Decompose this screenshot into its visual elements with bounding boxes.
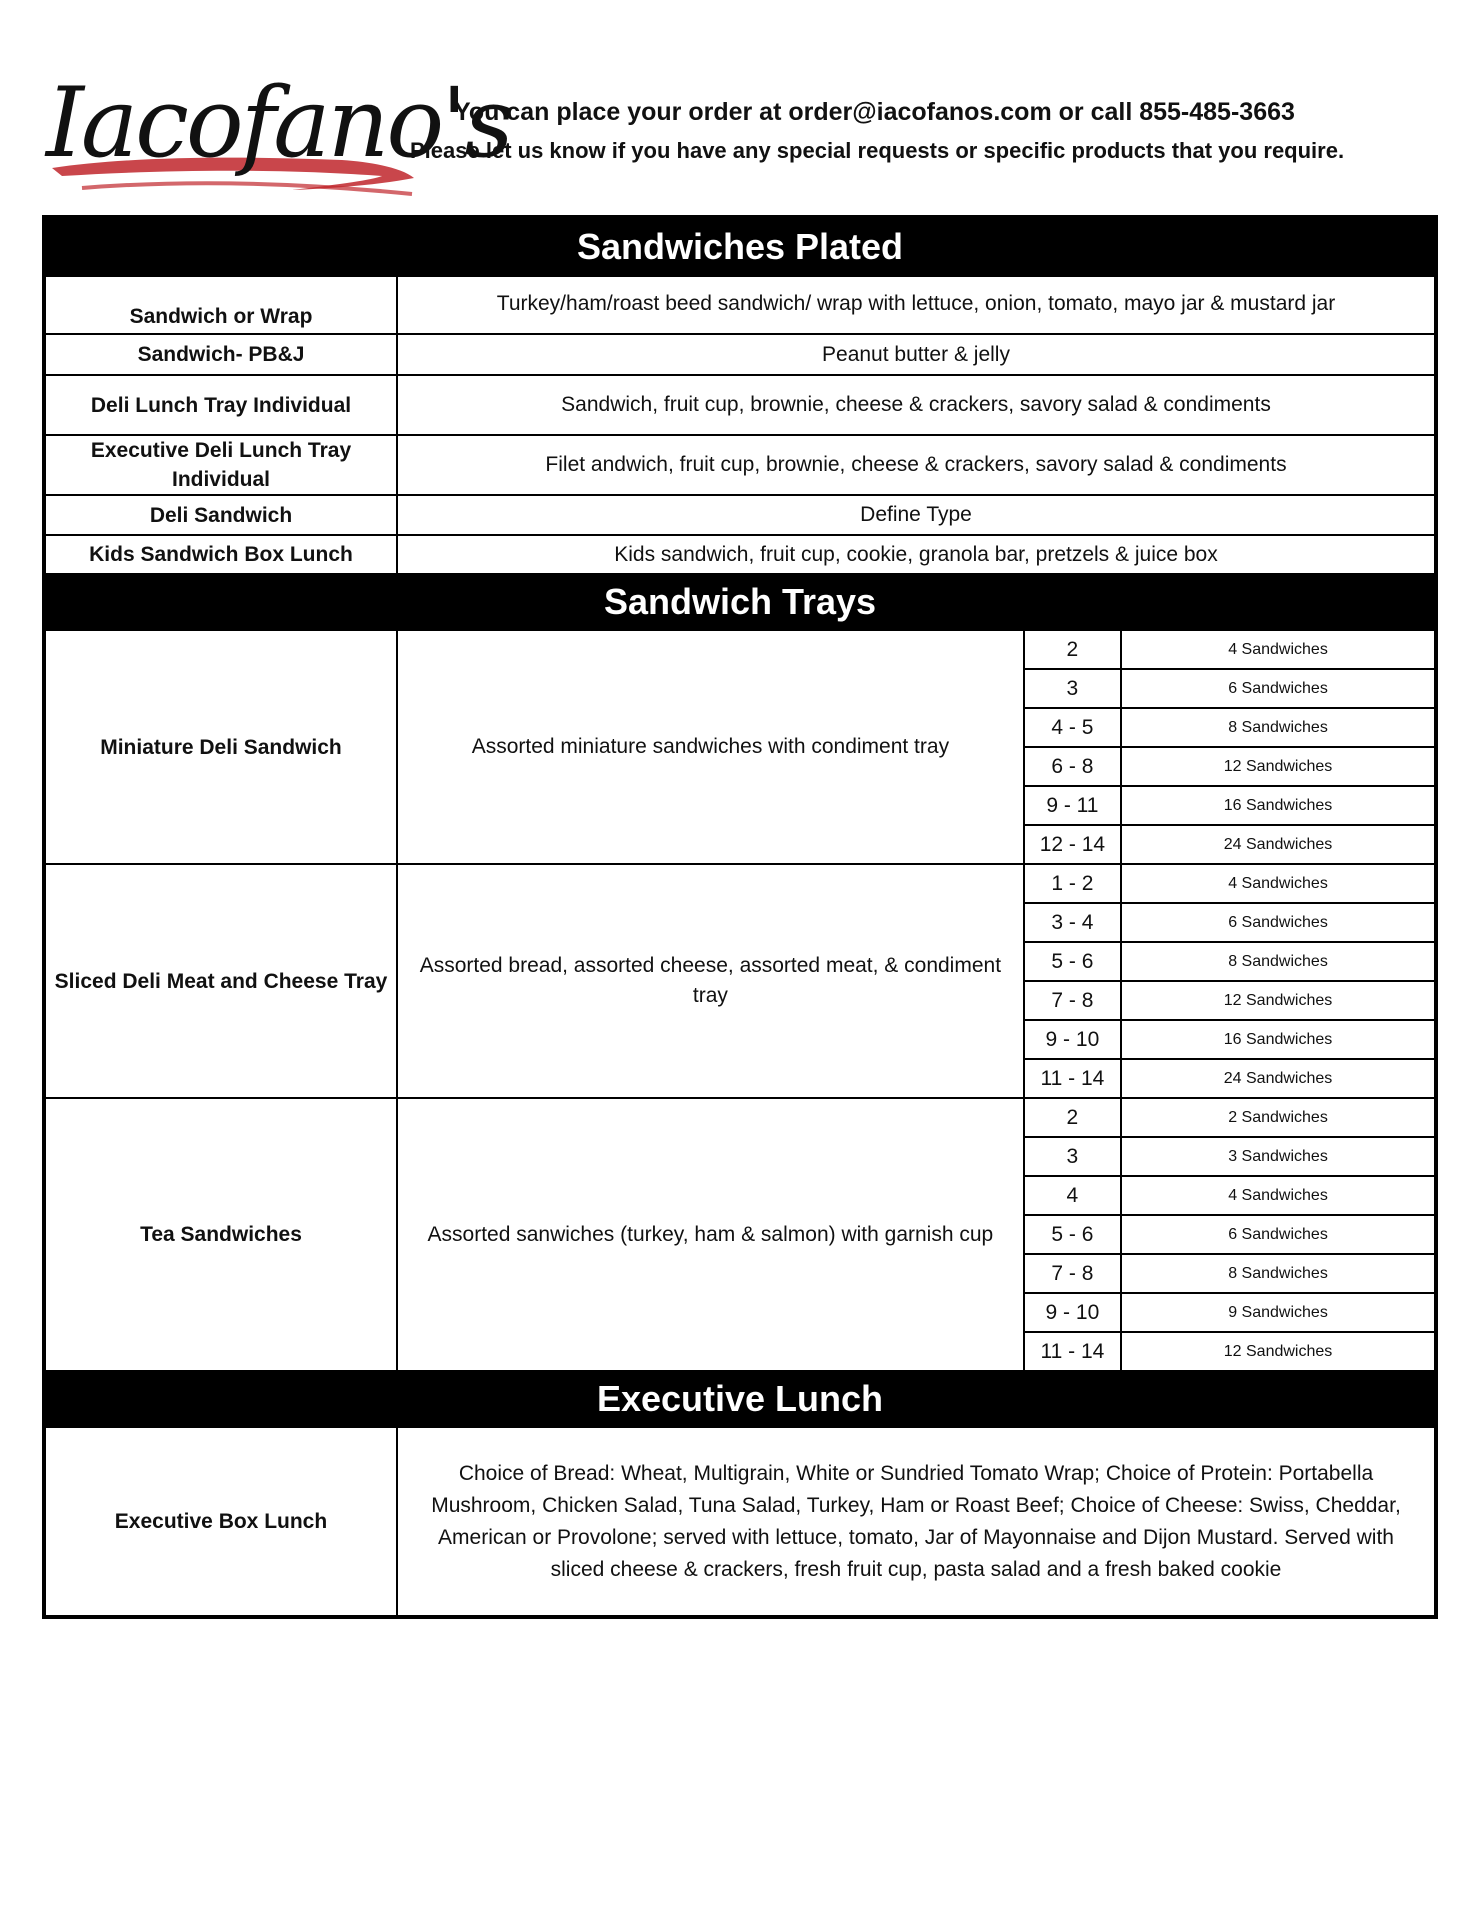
- sandwich-quantity: 9 Sandwiches: [1121, 1293, 1436, 1332]
- sandwich-quantity: 12 Sandwiches: [1121, 981, 1436, 1020]
- tray-description: Assorted miniature sandwiches with condiment tray: [397, 630, 1024, 864]
- item-name: Executive Deli Lunch Tray Individual: [44, 435, 397, 495]
- iacofanos-logo: [42, 38, 511, 208]
- item-description: Turkey/ham/roast beed sandwich/ wrap with lettuce, onion, tomato, mayo jar & mustard jar: [397, 276, 1436, 334]
- section-title: Sandwich Trays: [44, 574, 1436, 630]
- sandwich-quantity: 3 Sandwiches: [1121, 1137, 1436, 1176]
- logo-wordmark: Iacofano's: [46, 67, 511, 179]
- sandwich-quantity: 2 Sandwiches: [1121, 1098, 1436, 1137]
- table-row: [44, 375, 1436, 435]
- table-row: [44, 1427, 1436, 1617]
- serves-count: 3 - 4: [1024, 903, 1121, 942]
- serves-count: 4 - 5: [1024, 708, 1121, 747]
- item-description: Define Type: [397, 495, 1436, 535]
- item-name: Executive Box Lunch: [44, 1427, 397, 1617]
- item-description: Choice of Bread: Wheat, Multigrain, White or Sundried Tomato Wrap; Choice of Protein: Portabella Mushroom, Chicken Salad, Tuna Salad, Turkey, Ham or Roast Beef; Choice of Cheese: Swiss, Cheddar, American or Provolone; served with lettuce, tomato, Jar of Mayonnaise and Dijon Mustard. Served with sliced cheese & crackers, fresh fruit cup, pasta salad and a fresh baked cookie: [397, 1427, 1436, 1617]
- table-row: [44, 276, 1436, 334]
- item-name: Sandwich or Wrap: [44, 276, 397, 334]
- section-header-plated: [44, 217, 1436, 276]
- item-description: Sandwich, fruit cup, brownie, cheese & crackers, savory salad & condiments: [397, 375, 1436, 435]
- section-title: Executive Lunch: [44, 1371, 1436, 1427]
- serves-count: 3: [1024, 1137, 1121, 1176]
- sandwich-quantity: 8 Sandwiches: [1121, 1254, 1436, 1293]
- item-description: Peanut butter & jelly: [397, 334, 1436, 375]
- item-description: Filet andwich, fruit cup, brownie, cheese & crackers, savory salad & condiments: [397, 435, 1436, 495]
- table-row: [44, 630, 1436, 669]
- section-header-trays: [44, 574, 1436, 630]
- item-name: Deli Lunch Tray Individual: [44, 375, 397, 435]
- table-row: [44, 1098, 1436, 1137]
- tray-name: Sliced Deli Meat and Cheese Tray: [44, 864, 397, 1098]
- tray-name: Miniature Deli Sandwich: [44, 630, 397, 864]
- sandwich-quantity: 12 Sandwiches: [1121, 747, 1436, 786]
- serves-count: 7 - 8: [1024, 981, 1121, 1020]
- catering-menu-table: [42, 215, 1438, 1619]
- serves-count: 1 - 2: [1024, 864, 1121, 903]
- sandwich-quantity: 8 Sandwiches: [1121, 708, 1436, 747]
- item-name: Sandwich- PB&J: [44, 334, 397, 375]
- sandwich-quantity: 4 Sandwiches: [1121, 864, 1436, 903]
- sandwich-quantity: 6 Sandwiches: [1121, 903, 1436, 942]
- serves-count: 5 - 6: [1024, 1215, 1121, 1254]
- section-title: Sandwiches Plated: [44, 217, 1436, 276]
- table-row: [44, 334, 1436, 375]
- serves-count: 6 - 8: [1024, 747, 1121, 786]
- item-description: Kids sandwich, fruit cup, cookie, granola bar, pretzels & juice box: [397, 535, 1436, 574]
- item-name: Kids Sandwich Box Lunch: [44, 535, 397, 574]
- sandwich-quantity: 24 Sandwiches: [1121, 825, 1436, 864]
- table-row: [44, 435, 1436, 495]
- serves-count: 7 - 8: [1024, 1254, 1121, 1293]
- serves-count: 9 - 11: [1024, 786, 1121, 825]
- serves-count: 9 - 10: [1024, 1020, 1121, 1059]
- sandwich-quantity: 16 Sandwiches: [1121, 1020, 1436, 1059]
- sandwich-quantity: 8 Sandwiches: [1121, 942, 1436, 981]
- serves-count: 5 - 6: [1024, 942, 1121, 981]
- serves-count: 9 - 10: [1024, 1293, 1121, 1332]
- contact-line: You can place your order at order@iacofanos.com or call 855-485-3663: [454, 98, 1295, 126]
- sandwich-quantity: 12 Sandwiches: [1121, 1332, 1436, 1371]
- table-row: [44, 864, 1436, 903]
- sandwich-quantity: 16 Sandwiches: [1121, 786, 1436, 825]
- special-requests-line: Please let us know if you have any special requests or specific products that you require.: [410, 138, 1345, 163]
- sandwich-quantity: 6 Sandwiches: [1121, 669, 1436, 708]
- serves-count: 3: [1024, 669, 1121, 708]
- section-header-executive: [44, 1371, 1436, 1427]
- item-name: Deli Sandwich: [44, 495, 397, 535]
- sandwich-quantity: 24 Sandwiches: [1121, 1059, 1436, 1098]
- serves-count: 2: [1024, 630, 1121, 669]
- serves-count: 11 - 14: [1024, 1059, 1121, 1098]
- table-row: [44, 535, 1436, 574]
- sandwich-quantity: 4 Sandwiches: [1121, 1176, 1436, 1215]
- tray-name: Tea Sandwiches: [44, 1098, 397, 1371]
- serves-count: 4: [1024, 1176, 1121, 1215]
- serves-count: 11 - 14: [1024, 1332, 1121, 1371]
- sandwich-quantity: 6 Sandwiches: [1121, 1215, 1436, 1254]
- tray-description: Assorted sanwiches (turkey, ham & salmon) with garnish cup: [397, 1098, 1024, 1371]
- table-row: [44, 495, 1436, 535]
- sandwich-quantity: 4 Sandwiches: [1121, 630, 1436, 669]
- tray-description: Assorted bread, assorted cheese, assorted meat, & condiment tray: [397, 864, 1024, 1098]
- serves-count: 2: [1024, 1098, 1121, 1137]
- serves-count: 12 - 14: [1024, 825, 1121, 864]
